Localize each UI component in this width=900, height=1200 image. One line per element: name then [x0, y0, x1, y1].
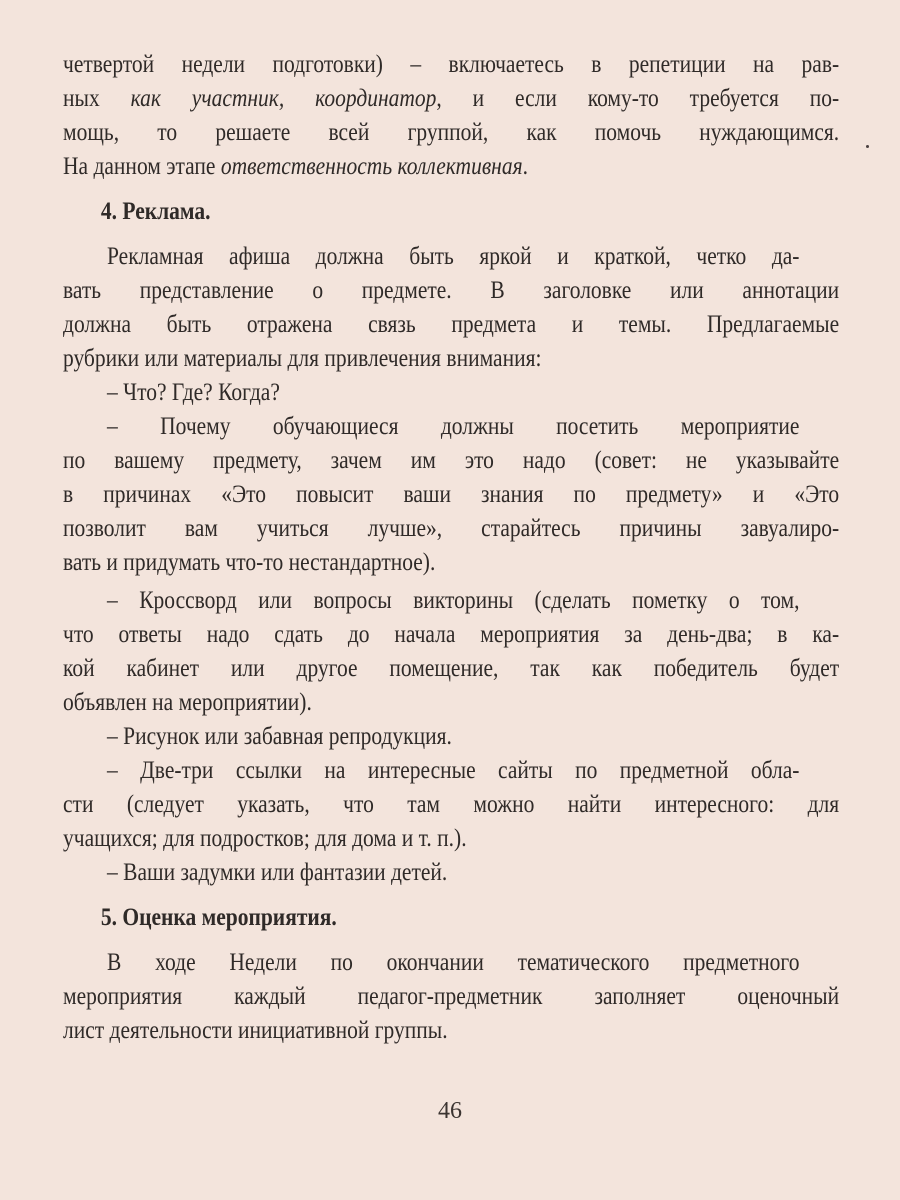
text-line: учащихся; для подростков; для дома и т. п.). [63, 825, 467, 852]
text-line: – Две-три ссылки на интересные сайты по предметной обла- [107, 757, 800, 784]
list-item [63, 410, 839, 580]
italic-text: как участник, координатор [130, 85, 437, 112]
text-line: ных как участник, координатор, и если кому-то требуется по- [63, 85, 840, 112]
text-line: вать представление о предмете. В заголовке или аннотации [63, 277, 840, 304]
text-line: мероприятия каждый педагог-предметник заполняет оценочный [63, 983, 840, 1010]
list-item [63, 856, 839, 890]
text-line: рубрики или материалы для привлечения внимания: [63, 345, 542, 372]
text-line: – Рисунок или забавная репродукция. [107, 723, 452, 750]
list-item [63, 720, 839, 754]
text-line: объявлен на мероприятии). [63, 689, 312, 716]
section4-paragraph [63, 240, 839, 376]
text-line: Рекламная афиша должна быть яркой и краткой, четко да- [107, 243, 800, 270]
text-line: по вашему предмету, зачем им это надо (совет: не указывайте [63, 447, 840, 474]
text-line: В ходе Недели по окончании тематического предметного [107, 949, 800, 976]
text-line: лист деятельности инициативной группы. [63, 1017, 448, 1044]
text-line: вать и придумать что-то нестандартное). [63, 549, 436, 576]
ink-speck [866, 145, 869, 148]
text-line: мощь, то решаете всей группой, как помочь нуждающимся. [63, 119, 840, 146]
text-line: четвертой недели подготовки) – включаетесь в репетиции на рав- [63, 51, 840, 78]
text-line: в причинах «Это повысит ваши знания по предмету» и «Это [63, 481, 840, 508]
section5-paragraph [63, 946, 839, 1048]
text-line: кой кабинет или другое помещение, так как победитель будет [63, 655, 840, 682]
section-heading: 4. Реклама. [100, 198, 211, 225]
text-line: – Почему обучающиеся должны посетить мероприятие [107, 413, 800, 440]
list-item [63, 584, 839, 720]
page-number: 46 [438, 1098, 462, 1124]
text-line: что ответы надо сдать до начала мероприятия за день-два; в ка- [63, 621, 840, 648]
rubric-list [63, 376, 839, 890]
text-line: должна быть отражена связь предмета и темы. Предлагаемые [63, 311, 840, 338]
document-page [63, 48, 839, 1048]
italic-text: ответственность коллективная [220, 153, 523, 180]
text-line: – Ваши задумки или фантазии детей. [107, 859, 448, 886]
text-line: сти (следует указать, что там можно найти интересного: для [63, 791, 840, 818]
text-line: На данном этапе ответственность коллективная. [63, 153, 528, 180]
intro-paragraph [63, 48, 839, 184]
text-line: позволит вам учиться лучше», старайтесь причины завуалиро- [63, 515, 840, 542]
section-heading: 5. Оценка мероприятия. [100, 904, 337, 931]
text-line: – Кроссворд или вопросы викторины (сделать пометку о том, [107, 587, 800, 614]
text-line: – Что? Где? Когда? [107, 379, 280, 406]
list-item [63, 754, 839, 856]
list-item [63, 376, 839, 410]
